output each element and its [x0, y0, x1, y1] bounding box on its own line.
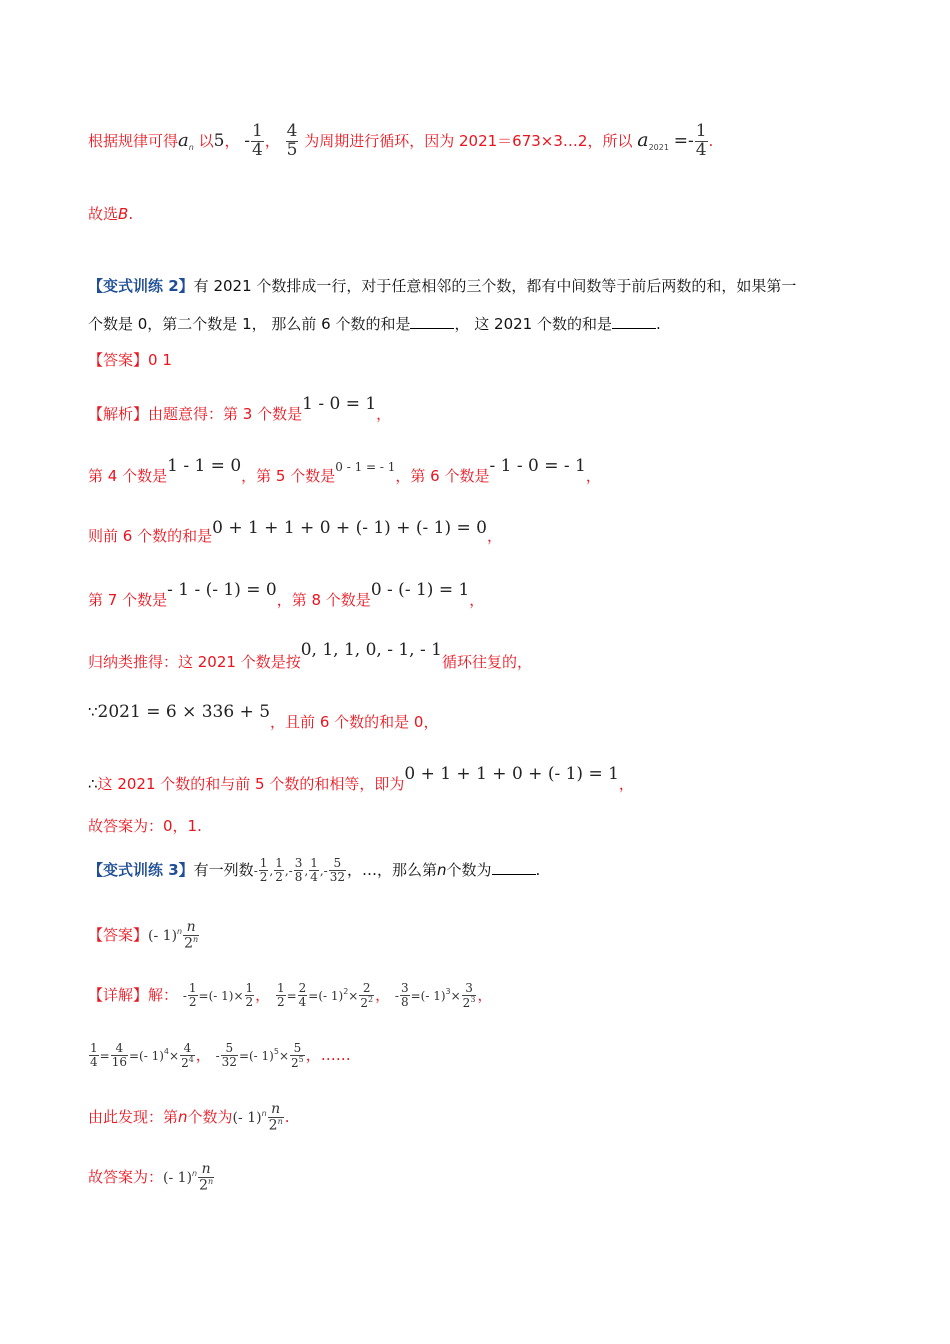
math-expr: 0 + 1 + 1 + 0 + (- 1) = 1	[404, 764, 619, 784]
exercise-tag: 【变式训练 2】	[88, 277, 194, 295]
therefore-symbol: ∴	[88, 775, 98, 793]
exercise-3-question: 【变式训练 3】有一列数- $\frac{1}{2}$ , $\frac{1}{2}$ ,- $\frac{3}{8}$ , $\frac{1}{4}$ ,- $\frac{5}{32}$ ，…，那么第n个数为 .	[88, 856, 541, 884]
analysis-line-3: 则前 6 个数的和是0 + 1 + 1 + 0 + (- 1) + (- 1) = 0，	[88, 518, 502, 545]
math-var: a	[637, 129, 649, 151]
text: 根据规律可得	[88, 132, 179, 150]
math-expr: 0 + 1 + 1 + 0 + (- 1) + (- 1) = 0	[212, 518, 487, 538]
detail-line-3: 由此发现：第n个数为(- 1)$^n$ $\frac{n}{2^n}$ .	[88, 1100, 290, 1134]
math-sign: -	[244, 131, 250, 151]
exercise-2-question	[88, 276, 796, 296]
fraction: $\frac{4}{5}$	[286, 121, 298, 160]
punct: ，	[264, 132, 280, 150]
analysis-line-6: ∵2021 = 6 × 336 + 5，且前 6 个数的和是 0，	[88, 702, 439, 731]
punct: .	[708, 132, 714, 150]
math-expr: 0 - 1 = - 1	[335, 460, 396, 474]
fraction: $\frac{1}{4}$	[695, 121, 707, 160]
question-text: 有 2021 个数排成一行，对于任意相邻的三个数，都有中间数等于前后两数的和，如果第一	[193, 277, 797, 295]
analysis-line-7: ∴这 2021 个数的和与前 5 个数的和相等，即为0 + 1 + 1 + 0 + (- 1) = 1，	[88, 764, 634, 793]
answer-tag: 【答案】	[88, 351, 149, 369]
punct: ，	[224, 132, 240, 150]
math-sub: n	[188, 143, 194, 152]
because-symbol: ∵	[88, 703, 98, 721]
answer-value: 0 1	[148, 351, 172, 369]
fraction: $\frac{1}{2}$	[259, 856, 268, 884]
analysis-tag: 【解析】	[88, 405, 149, 423]
fraction: $\frac{n}{2^n}$	[184, 918, 199, 952]
math-expr: 0 - (- 1) = 1	[370, 580, 470, 600]
math-expr: 0, 1, 1, 0, - 1, - 1	[300, 640, 442, 660]
text: 为周期进行循环，因为 2021＝673×3…2，所以	[304, 132, 633, 150]
detail-tag: 【详解】	[88, 986, 149, 1004]
math-sub: 2021	[648, 143, 669, 152]
math-expr: - 1 - (- 1) = 0	[167, 580, 277, 600]
answer-blank	[492, 860, 536, 875]
text: 以	[198, 132, 214, 150]
math-expr: 2021 = 6 × 336 + 5	[97, 702, 271, 722]
analysis-line-4: 第 7 个数是- 1 - (- 1) = 0，第 8 个数是0 - (- 1) = 1，	[88, 580, 485, 609]
math-expr: 1 - 1 = 0	[167, 456, 242, 476]
math-var: a	[178, 130, 189, 151]
fraction: $\frac{5}{32}$	[329, 856, 345, 884]
exercise-2-question-cont: 个数是 0，第二个数是 1， 那么前 6 个数的和是 ， 这 2021 个数的和是 .	[88, 315, 661, 333]
detail-line-1: 【详解】解： - $\frac{1}{2}$ =(- 1)× $\frac{1}{2}$ ， $\frac{1}{2}$ = $\frac{2}{4}$ =(- 1)$^2$× $\frac{2}{2^2}$ ， - $\frac{3}{8}$ =(- 1)$^3$× $\frac{3}{2^3}$ ，	[88, 980, 493, 1010]
fraction: $\frac{1}{2}$	[275, 856, 283, 884]
detail-line-2: $\frac{1}{4}$ = $\frac{4}{16}$ =(- 1)$^4$× $\frac{4}{2^4}$ ， - $\frac{5}{32}$ =(- 1)$^5$× $\frac{5}{2^5}$ ，……	[90, 1040, 351, 1070]
math-expr: 1 - 0 = 1	[302, 394, 377, 414]
math-eq: =-	[673, 131, 694, 151]
exercise-tag: 【变式训练 3】	[88, 861, 194, 879]
exercise-2-final: 故答案为：0，1.	[88, 817, 202, 835]
exercise-2-answer	[88, 350, 172, 370]
fraction: $\frac{3}{8}$	[294, 856, 303, 884]
fraction: $\frac{1}{4}$	[252, 121, 263, 160]
exercise-3-final: 故答案为：(- 1)$^n$ $\frac{n}{2^n}$	[88, 1160, 214, 1194]
answer-tag: 【答案】	[88, 926, 149, 944]
analysis-line-5: 归纳类推得：这 2021 个数是按0, 1, 1, 0, - 1, - 1循环往复的，	[88, 640, 532, 671]
analysis-line-1: 【解析】由题意得：第 3 个数是1 - 0 = 1，	[88, 394, 392, 423]
conclusion-choice: 故选B.	[88, 205, 134, 223]
math-expr: - 1 - 0 = - 1	[489, 456, 586, 476]
math-number: 5	[213, 131, 225, 151]
fraction: $\frac{1}{4}$	[310, 856, 318, 884]
answer-blank	[410, 314, 454, 329]
exercise-3-answer: 【答案】(- 1)$^n$ $\frac{n}{2^n}$	[88, 918, 199, 952]
reasoning-line-period	[88, 118, 713, 170]
analysis-line-2: 第 4 个数是1 - 1 = 0，第 5 个数是$^{0 - 1 = - 1}$，第 6 个数是- 1 - 0 = - 1，	[88, 456, 601, 485]
answer-blank	[612, 314, 656, 329]
